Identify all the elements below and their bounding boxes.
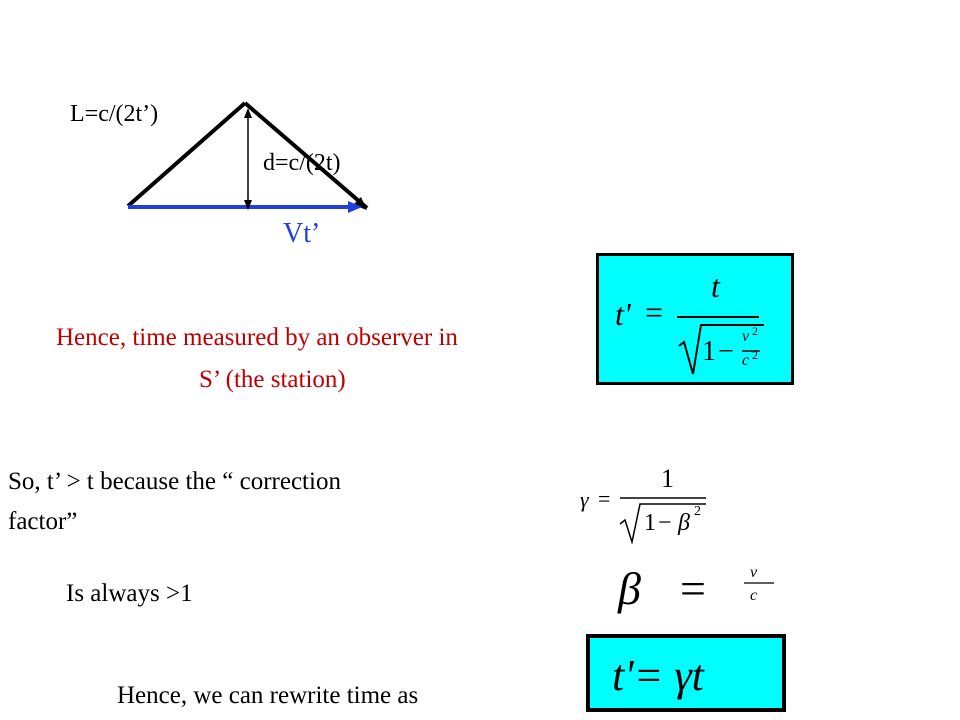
correction-factor-line-1: So, t’ > t because the “ correction [8,468,341,495]
eq2-text: t'= γt [612,651,704,700]
eq1-c: c [742,352,750,369]
gamma-beta: β [678,510,690,536]
gamma-equals: = [598,486,611,511]
hypotenuse-label: L=c/(2t’) [70,101,159,127]
beta-numerator: v [750,564,758,581]
always-greater-than-one: Is always >1 [66,580,193,607]
correction-factor-line-2: factor” [8,508,78,535]
gamma-beta-exp: 2 [694,504,701,519]
beta-fraction-bar [616,560,786,620]
beta-lhs: β [618,563,641,614]
gamma-equation [578,462,718,544]
eq1-c-exp: 2 [752,348,758,362]
gamma-minus: − [658,510,672,536]
beta-equation [616,560,786,620]
height-label: d=c/(2t) [263,150,341,176]
eq1-one: 1 [702,336,716,367]
base-label: Vt’ [283,218,321,249]
time-dilation-equation-box [596,253,794,385]
gamma-numerator: 1 [661,464,674,493]
eq1-equals: = [645,294,664,330]
eq1-lhs: t' [615,296,631,332]
beta-denominator: c [750,587,758,604]
beta-equals: = [680,563,706,614]
gamma-one: 1 [644,510,656,536]
eq1-minus: − [718,336,734,367]
rewrite-time-statement: Hence, we can rewrite time as [117,682,419,709]
eq1-fraction-and-radical [599,256,791,382]
time-gamma-equation-box [586,634,786,712]
eq1-v: v [742,328,750,345]
statement-line-2: S’ (the station) [199,366,346,393]
gamma-lhs: γ [580,487,589,512]
statement-line-1: Hence, time measured by an observer in [56,324,458,351]
eq1-v-exp: 2 [752,324,758,338]
eq1-numerator: t [711,268,720,304]
